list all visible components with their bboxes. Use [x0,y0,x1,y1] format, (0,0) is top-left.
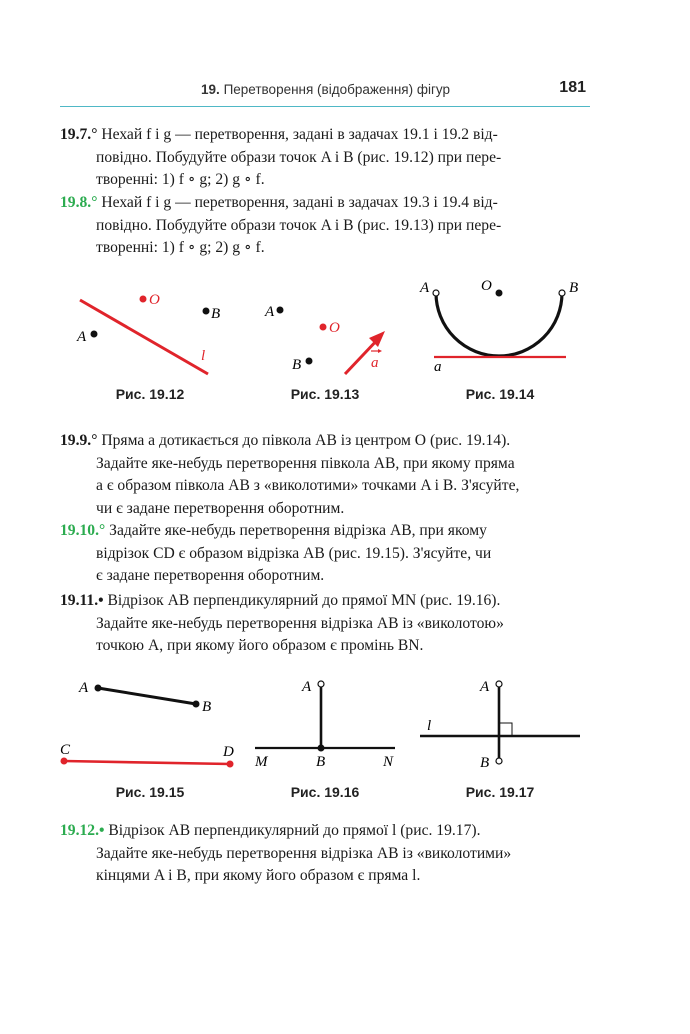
figure-19-13 [264,304,385,374]
segment-CD [64,761,230,764]
problem-19-10: 19.10.° Задайте яке-небудь перетворення відрізка AB, при якому відрізок CD є образом відрізка AB (рис. 19.15). З'ясуйте, чи є задане перетворення оборотним. [60,522,492,584]
problem-19-11: 19.11.• Відрізок AB перпендикулярний до прямої MN (рис. 19.16). Задайте яке-небудь перетворення відрізка AB із «виколотою» точкою A, при якому його образом є промінь BN. [60,592,504,654]
figure-19-12 [76,292,220,374]
figure-19-17 [420,679,580,771]
segment-AB [98,688,196,704]
label-A: A [420,280,430,296]
point-A-open [496,681,502,687]
problem-number: 19.12.• [60,822,105,839]
label-D: D [223,744,234,760]
point-A-open [433,290,439,296]
point-A [91,331,98,338]
figures-row-2 [50,670,600,780]
label-A: A [302,679,312,695]
problem-number: 19.7.° [60,126,98,143]
point-B-open [496,758,502,764]
semicircle-AB [436,293,562,356]
label-N: N [383,754,394,770]
label-M: M [255,754,268,770]
point-B [203,308,210,315]
problem-number: 19.8.° [60,194,98,211]
point-A-open [318,681,324,687]
problem-number: 19.10.° [60,522,106,539]
caption-19-17: Рис. 19.17 [465,784,535,800]
section-title: 19. Перетворення (відображення) фігур [201,82,450,97]
label-O: O [481,278,492,294]
problem-number: 19.9.° [60,432,98,449]
vector-over-arrowhead [378,349,382,353]
label-l: l [427,718,432,734]
label-l: l [201,348,206,364]
point-O [496,290,503,297]
figure-19-15 [60,680,234,768]
problem-19-12: 19.12.• Відрізок AB перпендикулярний до прямої l (рис. 19.17). Задайте яке-небудь перетворення відрізка AB із «виколотими» кінцями A і B, при якому його образом є пряма l. [60,822,512,884]
problem-number: 19.11.• [60,592,104,609]
point-B-open [559,290,565,296]
label-B: B [292,357,302,373]
label-vector-a: a [371,355,379,371]
caption-19-12: Рис. 19.12 [115,386,185,402]
problem-19-8: 19.8.° Нехай f і g — перетворення, задані в задачах 19.3 і 19.4 від- повідно. Побудуйте образи точок A і B (рис. 19.13) при пере- творенні: 1) f ∘ g; 2) g ∘ f. [60,194,502,256]
right-angle-mark [499,723,512,736]
caption-19-15: Рис. 19.15 [115,784,185,800]
label-A: A [265,304,275,320]
caption-19-13: Рис. 19.13 [290,386,360,402]
point-A [95,685,102,692]
label-O: O [149,292,160,308]
figure-19-14 [419,278,578,375]
label-B: B [202,699,212,715]
point-B [193,701,200,708]
page-number: 181 [559,79,586,96]
label-B: B [316,754,326,770]
label-A: A [480,679,490,695]
point-B [318,745,325,752]
point-B [306,358,313,365]
label-O: O [329,320,340,336]
caption-19-14: Рис. 19.14 [465,386,535,402]
point-D [227,761,234,768]
label-A: A [77,329,87,345]
point-O [320,324,327,331]
page-header [60,76,590,107]
problem-19-9: 19.9.° Пряма a дотикається до півкола AB із центром O (рис. 19.14). Задайте яке-небудь перетворення півкола AB, при якому пряма a є образом півкола AB з «виколотими» точками A і B. З'ясуйте, чи є задане перетворення оборотним. [60,432,520,517]
caption-19-16: Рис. 19.16 [290,784,360,800]
point-A [277,307,284,314]
figures-row-1 [60,270,600,390]
point-C [61,758,68,765]
label-a: a [434,359,442,375]
label-C: C [60,742,71,758]
figure-19-16 [254,679,395,770]
label-B: B [211,306,221,322]
problem-19-7: 19.7.° Нехай f і g — перетворення, задані в задачах 19.1 і 19.2 від- повідно. Побудуйте образи точок A і B (рис. 19.12) при пере- творенні: 1) f ∘ g; 2) g ∘ f. [60,126,502,188]
line-l [80,300,208,374]
point-O [140,296,147,303]
label-B: B [480,755,490,771]
label-A: A [79,680,89,696]
label-B: B [569,280,579,296]
